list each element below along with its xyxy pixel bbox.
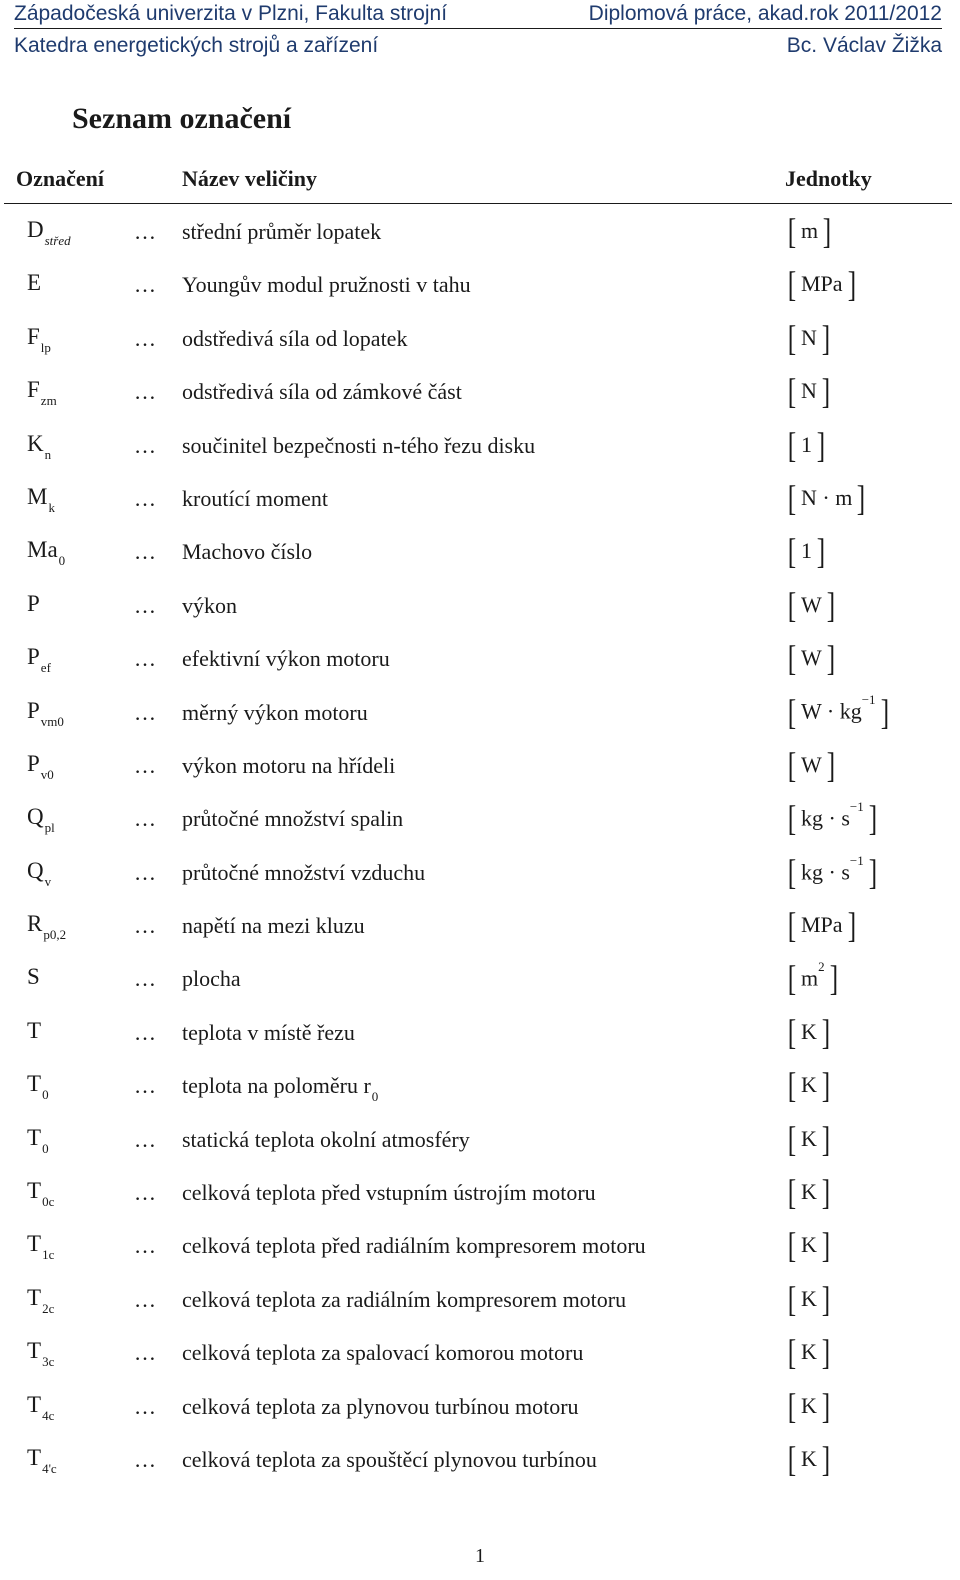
symbol — [27, 537, 66, 569]
symbol-letter: T — [27, 1231, 42, 1257]
list-item — [0, 794, 960, 847]
column-header-symbol: Označení — [16, 166, 104, 191]
left-bracket: [ — [787, 958, 797, 999]
column-header-unit: Jednotky — [785, 166, 872, 191]
list-item — [0, 741, 960, 794]
ellipsis: … — [134, 219, 158, 244]
quantity-name: celková teplota za plynovou turbínou motoru — [182, 1393, 579, 1419]
ellipsis: … — [134, 1126, 158, 1152]
symbol-letter: D — [27, 217, 44, 242]
list-item — [0, 1275, 960, 1328]
list-item — [0, 634, 960, 687]
symbol-letter: S — [27, 964, 40, 990]
header-department: Katedra energetických strojů a zařízení — [14, 34, 379, 57]
page-number: 1 — [475, 1545, 485, 1567]
unit — [786, 638, 837, 678]
symbol-letter: T — [27, 1017, 42, 1043]
symbol-letter: R — [27, 911, 43, 937]
list-item — [0, 474, 960, 527]
right-bracket: ] — [816, 531, 826, 572]
right-bracket: ] — [821, 1065, 831, 1106]
symbol-subscript: k — [48, 499, 55, 515]
quantity-name: celková teplota před radiálním kompresorem motoru — [182, 1233, 646, 1259]
symbol — [27, 964, 40, 990]
header-university: Západočeská univerzita v Plzni, Fakulta strojní — [14, 2, 448, 25]
symbol-subscript: 4'c — [42, 1460, 57, 1476]
quantity-name: celková teplota za spouštěcí plynovou turbínou — [182, 1446, 597, 1472]
symbol-subscript: ef — [40, 660, 51, 676]
quantity-name: odstředivá síla od lopatek — [182, 325, 408, 351]
symbol-letter: Q — [27, 857, 44, 883]
symbol-letter: M — [27, 483, 48, 509]
unit-text: K — [801, 1392, 817, 1418]
quantity-name: celková teplota za radiálním kompresorem motoru — [182, 1286, 627, 1312]
unit-text: K — [801, 1018, 817, 1044]
symbol-letter: T — [27, 1124, 42, 1150]
list-item — [0, 1382, 960, 1435]
symbol — [27, 377, 57, 409]
unit-text: m — [801, 218, 819, 243]
ellipsis: … — [134, 752, 158, 778]
list-item — [0, 1168, 960, 1221]
left-bracket: [ — [787, 851, 797, 892]
left-bracket: [ — [787, 1118, 797, 1159]
ellipsis: … — [134, 1446, 158, 1472]
unit-text: K — [801, 1285, 817, 1311]
ellipsis: … — [134, 592, 158, 618]
list-item — [0, 581, 960, 634]
symbol-subscript: 0 — [58, 553, 66, 569]
symbol-subscript: pl — [44, 820, 55, 836]
unit-text: 1 — [801, 538, 812, 564]
right-bracket: ] — [816, 424, 826, 465]
column-header-name: Název veličiny — [182, 166, 318, 191]
quantity-name: efektivní výkon motoru — [182, 646, 390, 672]
page-title: Seznam označení — [72, 102, 292, 135]
unit-text: kg · $s^{-1}$ — [801, 852, 864, 884]
symbol-letter: E — [27, 270, 42, 296]
unit-text: K — [801, 1445, 817, 1471]
symbol — [27, 697, 64, 729]
unit — [786, 1386, 832, 1426]
unit-text: K — [801, 1179, 817, 1205]
symbol — [27, 1391, 55, 1423]
quantity-name: Machovo číslo — [182, 539, 313, 565]
symbol-letter: K — [27, 430, 44, 456]
unit-text: K — [801, 1125, 817, 1151]
unit — [786, 1012, 832, 1052]
header-thesis-info: Diplomová práce, akad.rok 2011/2012 — [588, 2, 942, 25]
symbol-letter: F — [27, 377, 40, 403]
page-header-line2 — [14, 34, 942, 58]
left-bracket: [ — [787, 691, 797, 732]
unit — [786, 371, 832, 411]
symbol — [27, 804, 55, 836]
ellipsis: … — [134, 432, 158, 458]
list-item — [0, 1008, 960, 1061]
ellipsis: … — [134, 485, 158, 511]
symbol-subscript: lp — [40, 339, 51, 355]
left-bracket: [ — [787, 424, 797, 465]
symbol — [27, 644, 51, 676]
left-bracket: [ — [787, 477, 797, 518]
unit-text: $W \cdot kg^{-1}$ — [801, 692, 876, 724]
left-bracket: [ — [787, 1278, 797, 1319]
symbol-subscript: 2c — [42, 1300, 55, 1316]
unit-text: MPa — [801, 271, 843, 297]
symbol-letter: P — [27, 590, 40, 616]
quantity-name: součinitel bezpečnosti n-tého řezu disku — [182, 432, 536, 458]
unit — [786, 264, 858, 304]
symbol-letter: T — [27, 1178, 42, 1204]
quantity-name: napětí na mezi kluzu — [182, 913, 365, 939]
page-header-line1 — [14, 2, 942, 26]
unit-text: W — [801, 591, 822, 617]
left-bracket: [ — [787, 1065, 797, 1106]
ellipsis: … — [134, 1393, 158, 1419]
ellipsis: … — [134, 806, 158, 832]
symbol-letter: T — [27, 1284, 42, 1310]
left-bracket: [ — [787, 1438, 797, 1479]
symbol-subscript: 3c — [42, 1354, 55, 1370]
list-item — [0, 367, 960, 420]
unit-text: N — [801, 378, 817, 404]
ellipsis: … — [134, 966, 158, 992]
symbol — [27, 1284, 55, 1316]
symbol-subscript: 4c — [42, 1407, 55, 1423]
list-item — [0, 1061, 960, 1114]
right-bracket: ] — [821, 1438, 831, 1479]
ellipsis: … — [134, 539, 158, 565]
ellipsis: … — [134, 379, 158, 405]
symbol — [27, 591, 40, 617]
symbol-subscript: v0 — [40, 766, 54, 782]
left-bracket: [ — [787, 584, 797, 625]
symbol-subscript: 0c — [42, 1194, 55, 1210]
quantity-name: teplota na poloměru $r_0$ — [182, 1073, 379, 1105]
quantity-name: výkon motoru na hřídeli — [182, 752, 396, 778]
unit — [786, 531, 827, 571]
symbol — [27, 323, 51, 355]
symbol-subscript: střed — [44, 233, 71, 248]
list-item — [0, 527, 960, 580]
right-bracket: ] — [826, 744, 835, 785]
ellipsis: … — [134, 646, 158, 672]
left-bracket: [ — [787, 744, 797, 785]
unit — [786, 1332, 832, 1372]
symbol — [27, 750, 54, 782]
symbol — [27, 483, 55, 515]
unit — [786, 1279, 832, 1319]
unit — [786, 1065, 832, 1105]
list-item — [0, 1328, 960, 1381]
quantity-name: kroutící moment — [182, 485, 329, 511]
unit-text: 1 — [801, 431, 812, 457]
right-bracket: ] — [821, 317, 831, 358]
unit — [786, 1119, 832, 1159]
right-bracket: ] — [880, 691, 889, 732]
unit — [786, 905, 858, 945]
unit-text: kg · $s^{-1}$ — [801, 799, 864, 831]
unit — [786, 425, 827, 465]
unit-text: K — [801, 1232, 817, 1258]
right-bracket: ] — [821, 1118, 831, 1159]
header-divider — [14, 28, 942, 29]
left-bracket: [ — [787, 1225, 797, 1266]
symbol-letter: P — [27, 644, 40, 670]
table-header-divider — [4, 203, 952, 204]
right-bracket: ] — [821, 1011, 831, 1052]
quantity-name: celková teplota za spalovací komorou motoru — [182, 1340, 584, 1366]
symbol-letter: P — [27, 697, 40, 723]
symbol-list — [0, 207, 960, 1488]
quantity-name: průtočné množství spalin — [182, 806, 404, 832]
unit — [786, 958, 840, 998]
symbol — [27, 217, 71, 248]
ellipsis: … — [134, 325, 158, 351]
list-item — [0, 1115, 960, 1168]
symbol-letter: T — [27, 1391, 42, 1417]
ellipsis: … — [134, 1019, 158, 1045]
unit-text: W — [801, 645, 822, 671]
symbol-letter: Ma — [27, 537, 58, 563]
symbol — [27, 1018, 41, 1044]
symbol-subscript: 0 — [42, 1087, 49, 1103]
header-author: Bc. Václav Žižka — [786, 34, 942, 57]
left-bracket: [ — [787, 905, 797, 946]
list-item — [0, 1221, 960, 1274]
right-bracket: ] — [821, 1172, 831, 1213]
quantity-name: měrný výkon motoru — [182, 699, 368, 725]
ellipsis: … — [134, 1340, 158, 1366]
ellipsis: … — [134, 272, 158, 298]
right-bracket: ] — [821, 1385, 831, 1426]
unit-text: MPa — [801, 912, 843, 938]
unit — [786, 585, 837, 625]
symbol-subscript: 0 — [42, 1140, 49, 1156]
unit-text: W — [801, 751, 822, 777]
list-item — [0, 314, 960, 367]
left-bracket: [ — [787, 1332, 797, 1373]
list-item — [0, 421, 960, 474]
right-bracket: ] — [822, 211, 832, 251]
symbol — [27, 1071, 49, 1103]
symbol-letter: T — [27, 1338, 42, 1364]
right-bracket: ] — [826, 584, 835, 625]
symbol — [27, 430, 52, 462]
quantity-name: výkon — [182, 592, 237, 618]
right-bracket: ] — [821, 1278, 831, 1319]
symbol — [27, 1338, 55, 1370]
list-item — [0, 260, 960, 313]
symbol-letter: F — [27, 323, 40, 349]
quantity-name: plocha — [182, 966, 241, 992]
right-bracket: ] — [857, 477, 866, 518]
symbol-subscript: p0,2 — [43, 927, 67, 943]
symbol — [27, 1231, 55, 1263]
ellipsis: … — [134, 1073, 158, 1099]
symbol — [27, 270, 41, 296]
symbol — [27, 1124, 49, 1156]
symbol-subscript: zm — [40, 393, 57, 409]
right-bracket: ] — [868, 851, 877, 892]
symbol-subscript: 1c — [42, 1247, 55, 1263]
unit-text: $m^2$ — [801, 959, 825, 991]
ellipsis: … — [134, 1180, 158, 1206]
left-bracket: [ — [787, 211, 797, 251]
unit — [786, 1225, 832, 1265]
left-bracket: [ — [787, 531, 797, 572]
unit — [786, 318, 832, 358]
unit — [786, 1439, 832, 1479]
list-item — [0, 688, 960, 741]
symbol-letter: T — [27, 1444, 42, 1470]
right-bracket: ] — [847, 905, 856, 946]
ellipsis: … — [134, 1233, 158, 1259]
left-bracket: [ — [787, 1385, 797, 1426]
symbol-subscript: v — [44, 873, 52, 889]
unit — [786, 478, 867, 518]
left-bracket: [ — [787, 798, 797, 839]
symbol-subscript: n — [44, 446, 52, 462]
symbol-letter: P — [27, 750, 40, 776]
unit — [786, 798, 879, 838]
list-item — [0, 1435, 960, 1488]
left-bracket: [ — [787, 1011, 797, 1052]
quantity-name: průtočné množství vzduchu — [182, 859, 426, 885]
right-bracket: ] — [847, 264, 856, 305]
unit-text: K — [801, 1339, 817, 1365]
right-bracket: ] — [868, 798, 877, 839]
right-bracket: ] — [821, 1225, 831, 1266]
left-bracket: [ — [787, 371, 797, 412]
list-item — [0, 901, 960, 954]
unit-text: K — [801, 1072, 817, 1098]
left-bracket: [ — [787, 1172, 797, 1213]
ellipsis: … — [134, 859, 158, 885]
ellipsis: … — [134, 699, 158, 725]
list-item — [0, 848, 960, 901]
left-bracket: [ — [787, 264, 797, 305]
unit-text: N — [801, 324, 817, 350]
quantity-name: odstředivá síla od zámkové část — [182, 379, 462, 405]
list-item — [0, 954, 960, 1007]
right-bracket: ] — [821, 1332, 831, 1373]
left-bracket: [ — [787, 638, 797, 679]
symbol — [27, 1178, 55, 1210]
ellipsis: … — [134, 913, 158, 939]
right-bracket: ] — [821, 371, 831, 412]
symbol-letter: Q — [27, 804, 44, 830]
symbol — [27, 857, 52, 889]
right-bracket: ] — [829, 958, 838, 999]
left-bracket: [ — [787, 317, 797, 358]
symbol — [27, 1444, 57, 1476]
quantity-name: střední průměr lopatek — [182, 219, 382, 244]
ellipsis: … — [134, 1286, 158, 1312]
symbol-letter: T — [27, 1071, 42, 1097]
quantity-name: Youngův modul pružnosti v tahu — [182, 272, 471, 298]
symbol — [27, 911, 67, 943]
unit — [786, 745, 837, 785]
quantity-name: statická teplota okolní atmosféry — [182, 1126, 470, 1152]
unit — [786, 852, 879, 892]
unit — [786, 692, 891, 732]
quantity-name: teplota v místě řezu — [182, 1019, 355, 1045]
symbol-subscript: vm0 — [40, 713, 64, 729]
unit — [786, 211, 833, 251]
unit — [786, 1172, 832, 1212]
list-item — [0, 207, 960, 260]
right-bracket: ] — [826, 638, 835, 679]
unit-text: N · m — [801, 484, 853, 510]
quantity-name: celková teplota před vstupním ústrojím motoru — [182, 1180, 596, 1206]
